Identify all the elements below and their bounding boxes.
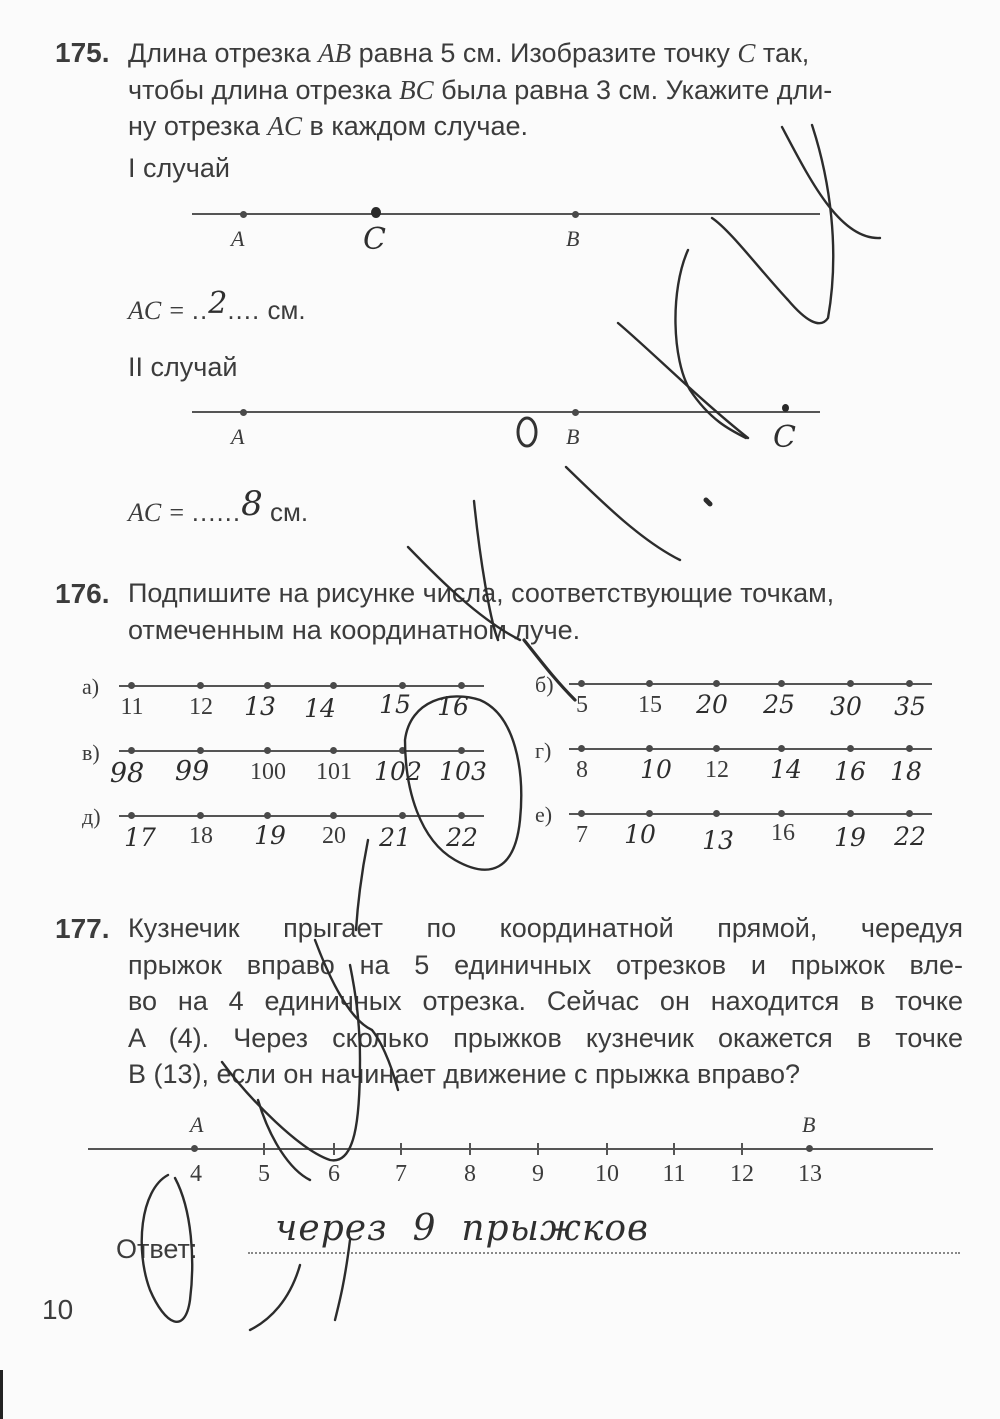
tick-11	[673, 1143, 675, 1155]
ray-d-value-handwritten: 17	[124, 823, 156, 852]
task-177-text	[128, 910, 963, 1093]
case-2-label-b: B	[566, 424, 580, 449]
ray-a-point	[264, 682, 271, 689]
case-2-point-a	[240, 409, 247, 416]
ray-b-value-handwritten: 30	[830, 692, 862, 721]
ray-e-line	[569, 813, 932, 815]
ray-g-point	[646, 745, 653, 752]
point-a-label: A	[190, 1112, 204, 1137]
case-1-point-c	[371, 207, 381, 218]
ray-e-value: 16	[771, 820, 795, 846]
ray-b-value-handwritten: 20	[696, 690, 728, 719]
tick-label: 9	[532, 1161, 544, 1187]
ray-a-label: а)	[82, 674, 100, 699]
ray-b-label: б)	[535, 672, 554, 697]
task-177-line-1: Кузнечик прыгает по координатной прямой, чередуя	[128, 913, 963, 943]
ray-a-value-handwritten: 15	[379, 690, 411, 719]
point-a	[191, 1145, 198, 1152]
point-b-label: B	[802, 1112, 816, 1137]
ray-d-label: д)	[82, 804, 101, 829]
case-2-point-c	[782, 404, 789, 412]
ray-g-point	[906, 745, 913, 752]
ray-v-point	[128, 747, 135, 754]
ray-a-point	[399, 682, 406, 689]
case-2-label-c: C	[773, 420, 796, 455]
case-2-segment-line	[192, 411, 820, 413]
page-number: 10	[42, 1294, 74, 1325]
ray-g-point	[778, 745, 785, 752]
ray-d-value: 20	[322, 823, 346, 849]
tick-label: 5	[258, 1161, 270, 1187]
ray-a-value: 12	[189, 694, 213, 720]
ray-d-point	[458, 812, 465, 819]
case-1-title: I случай	[128, 153, 230, 183]
tick-label: 6	[328, 1161, 340, 1187]
case-1-label-a: A	[231, 226, 245, 251]
ray-a-value-handwritten: 14	[304, 694, 336, 723]
case-2-answer-dots: ......	[191, 497, 242, 527]
case-2-label-a: A	[231, 424, 245, 449]
ray-v-point	[458, 747, 465, 754]
ray-d-point	[264, 812, 271, 819]
task-175-line-3: ну отрезка AC в каждом случае.	[128, 111, 528, 141]
tick-9	[537, 1143, 539, 1155]
ray-v-value-handwritten: 103	[439, 757, 487, 786]
ray-e-value-handwritten: 22	[894, 822, 926, 851]
task-176-line-1: Подпишите на рисунке числа, соответствующие точкам,	[128, 578, 835, 608]
task-175-number: 175.	[55, 37, 110, 68]
ray-d-point	[330, 812, 337, 819]
ray-d-point	[128, 812, 135, 819]
ray-e-point	[646, 810, 653, 817]
tick-12	[741, 1143, 743, 1155]
ray-e-point	[713, 810, 720, 817]
ray-d-point	[197, 812, 204, 819]
ray-b-value-handwritten: 35	[894, 692, 926, 721]
case-1-answer-prefix: AC =	[128, 296, 192, 325]
case-2-answer	[128, 484, 309, 530]
ray-e-point	[847, 810, 854, 817]
ray-a-line	[119, 685, 484, 687]
ray-e-value-handwritten: 10	[624, 820, 656, 849]
ray-d-value: 18	[189, 823, 213, 849]
case-1-answer-dots-2: ....	[227, 295, 261, 325]
tick-8	[469, 1143, 471, 1155]
ray-g-value-handwritten: 14	[770, 755, 802, 784]
ray-b-point	[906, 680, 913, 687]
ray-e-point	[778, 810, 785, 817]
ray-g-point	[847, 745, 854, 752]
ray-v-point	[399, 747, 406, 754]
task-176-text	[128, 575, 968, 648]
tick-10	[606, 1143, 608, 1155]
tick-6	[333, 1143, 335, 1155]
ray-v-point	[330, 747, 337, 754]
ray-v-label: в)	[82, 740, 100, 765]
case-1-label-b: B	[566, 226, 580, 251]
answer-dotted-line	[248, 1252, 960, 1254]
ray-d-point	[399, 812, 406, 819]
task-177-line-5: B (13), если он начинает движение с прыжка вправо?	[128, 1059, 801, 1089]
ray-e-point	[578, 810, 585, 817]
point-b	[806, 1145, 813, 1152]
ray-a-value-handwritten: 13	[244, 692, 276, 721]
case-1-segment-line	[192, 213, 820, 215]
task-177-line-3: во на 4 единичных отрезка. Сейчас он находится в точке	[128, 986, 963, 1016]
ray-v-point	[264, 747, 271, 754]
ray-g-label: г)	[535, 738, 552, 763]
task-177-line-2: прыжок вправо на 5 единичных отрезков и прыжок вле-	[128, 949, 963, 980]
answer-handwritten: через 9 прыжков	[275, 1208, 649, 1249]
case-2-title: II случай	[128, 352, 238, 382]
ray-b-point	[646, 680, 653, 687]
ray-g-value: 8	[576, 757, 588, 783]
tick-label: 11	[662, 1161, 686, 1187]
tick-label: 12	[730, 1161, 754, 1187]
ray-e-value: 7	[576, 822, 588, 848]
tick-label: 8	[464, 1161, 476, 1187]
ray-v-value: 100	[250, 759, 286, 785]
ray-b-value: 5	[576, 692, 588, 718]
case-2-point-b	[572, 409, 579, 416]
ray-a-point	[458, 682, 465, 689]
tick-label: 4	[190, 1161, 202, 1187]
ray-b-line	[569, 683, 932, 685]
case-1-point-a	[240, 211, 247, 218]
tick-7	[400, 1143, 402, 1155]
tick-label: 10	[595, 1161, 619, 1187]
tick-label: 13	[798, 1161, 822, 1187]
ray-e-point	[906, 810, 913, 817]
ray-v-value-handwritten: 99	[174, 756, 210, 787]
case-1-answer-dots: ..	[191, 295, 209, 325]
ray-v-point	[197, 747, 204, 754]
ray-a-point	[128, 682, 135, 689]
ray-b-value-handwritten: 25	[763, 690, 795, 719]
ray-d-line	[119, 815, 484, 817]
task-177-number: 177.	[55, 913, 110, 944]
ray-g-line	[569, 748, 932, 750]
ray-b-point	[778, 680, 785, 687]
ray-a-point	[197, 682, 204, 689]
ray-g-value: 12	[705, 757, 729, 783]
task-177-line-4: A (4). Через сколько прыжков кузнечик окажется в точке	[128, 1022, 963, 1053]
ray-g-value-handwritten: 10	[640, 755, 672, 784]
ray-v-value: 101	[316, 759, 352, 785]
case-2-answer-value: 8	[241, 484, 263, 524]
tick-5	[263, 1143, 265, 1155]
ray-g-point	[578, 745, 585, 752]
task-176-line-2: отмеченным на координатном луче.	[128, 614, 581, 645]
case-1-answer-value: 2	[208, 286, 228, 321]
ray-e-label: е)	[535, 802, 553, 827]
ray-b-point	[847, 680, 854, 687]
ray-b-point	[578, 680, 585, 687]
ray-e-value-handwritten: 19	[834, 823, 866, 852]
case-1-answer-unit: см.	[260, 295, 306, 325]
task-175-text	[128, 35, 968, 145]
zero-circle-mark	[518, 418, 536, 446]
case-1-label-c: C	[363, 222, 386, 257]
ray-v-value-handwritten: 102	[374, 757, 422, 786]
answer-label: Ответ:	[116, 1234, 198, 1264]
ray-a-point	[330, 682, 337, 689]
case-1-answer	[128, 286, 306, 327]
ray-d-value-handwritten: 22	[446, 823, 478, 852]
ray-a-value-handwritten: 16	[437, 692, 469, 721]
ray-v-value-handwritten: 98	[109, 758, 145, 789]
ray-a-value: 11	[120, 694, 144, 720]
ray-d-value-handwritten: 19	[254, 821, 286, 850]
task-175-line-2: чтобы длина отрезка BC была равна 3 см. Укажите дли-	[128, 74, 833, 105]
ray-g-value-handwritten: 18	[890, 757, 922, 786]
case-1-point-b	[572, 211, 579, 218]
page-edge-mark	[0, 1370, 3, 1419]
ray-d-value-handwritten: 21	[379, 823, 411, 852]
ray-b-point	[713, 680, 720, 687]
task-175-line-1: Длина отрезка AB равна 5 см. Изобразите точку C так,	[128, 38, 810, 68]
ray-g-point	[713, 745, 720, 752]
ray-g-value-handwritten: 16	[834, 757, 866, 786]
ray-e-value-handwritten: 13	[702, 826, 734, 855]
task-176-number: 176.	[55, 578, 110, 609]
ray-v-line	[119, 750, 484, 752]
case-2-answer-prefix: AC =	[128, 498, 192, 527]
case-2-answer-unit: см.	[262, 497, 309, 527]
tick-label: 7	[395, 1161, 407, 1187]
ray-b-value: 15	[638, 692, 662, 718]
